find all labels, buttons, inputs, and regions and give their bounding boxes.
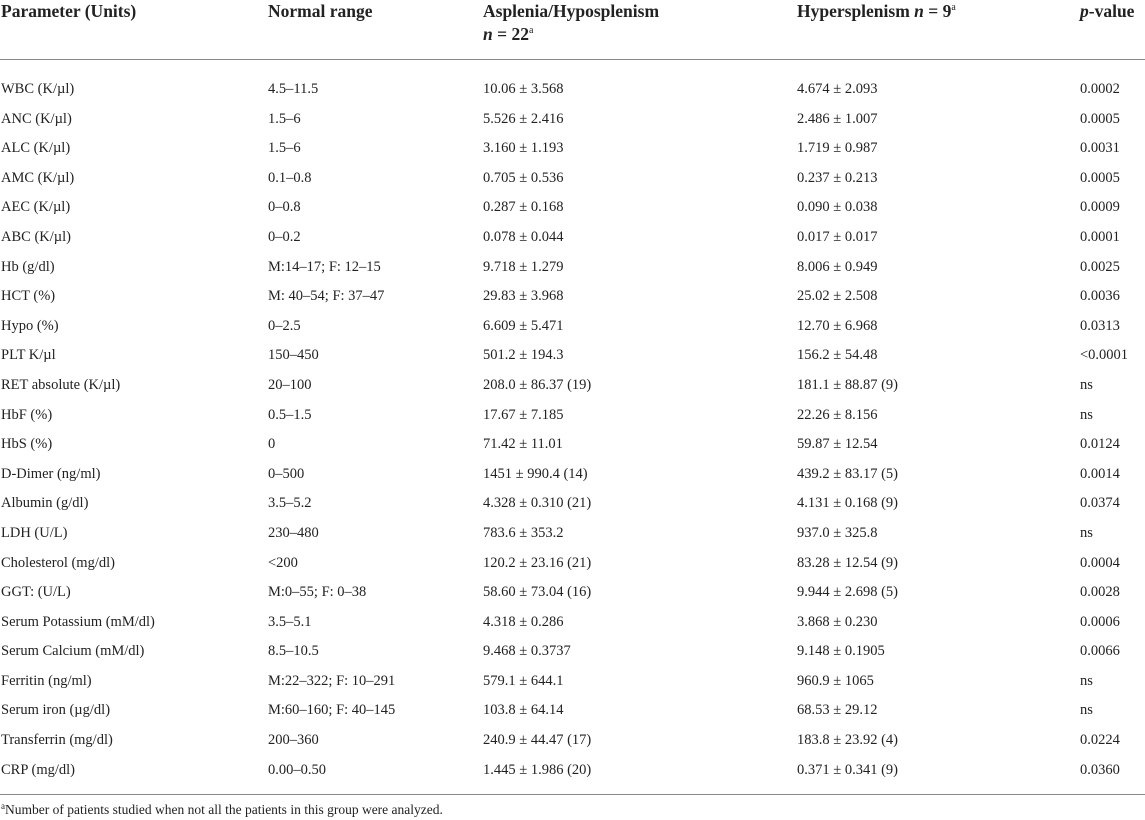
cell-hypersplenism: 439.2 ± 83.17 (5) [797, 465, 898, 482]
table-row [0, 341, 1145, 371]
cell-normal-range: M:22–322; F: 10–291 [268, 672, 396, 689]
cell-parameter: AMC (K/µl) [1, 169, 75, 186]
table-row [0, 253, 1145, 283]
cell-normal-range: 0–0.8 [268, 199, 301, 216]
header-hypersplenism-title: Hypersplenism [797, 1, 915, 21]
cell-p-value: 0.0374 [1080, 495, 1120, 512]
cell-p-value: ns [1080, 376, 1093, 393]
cell-normal-range: 3.5–5.2 [268, 495, 312, 512]
cell-p-value: 0.0025 [1080, 258, 1120, 275]
cell-hypersplenism: 0.371 ± 0.341 (9) [797, 761, 898, 778]
header-asplenia-n-value: = 22 [492, 24, 529, 44]
cell-parameter: Serum iron (µg/dl) [1, 702, 111, 719]
cell-p-value: 0.0005 [1080, 169, 1120, 186]
cell-parameter: Serum Potassium (mM/dl) [1, 613, 155, 630]
cell-p-value: 0.0006 [1080, 613, 1120, 630]
cell-hypersplenism: 25.02 ± 2.508 [797, 288, 878, 305]
cell-asplenia: 0.287 ± 0.168 [483, 199, 564, 216]
cell-asplenia: 10.06 ± 3.568 [483, 81, 564, 97]
cell-parameter: HbS (%) [1, 436, 53, 453]
cell-normal-range: 20–100 [268, 376, 312, 393]
cell-parameter: D-Dimer (ng/ml) [1, 465, 101, 482]
cell-parameter: GGT: (U/L) [1, 584, 71, 601]
cell-normal-range: M:14–17; F: 12–15 [268, 258, 381, 275]
cell-parameter: CRP (mg/dl) [1, 761, 75, 778]
table-row [0, 578, 1145, 608]
cell-hypersplenism: 59.87 ± 12.54 [797, 436, 878, 453]
cell-parameter: PLT K/µl [1, 347, 56, 364]
header-asplenia-footnote-marker: a [528, 25, 534, 36]
cell-asplenia: 4.328 ± 0.310 (21) [483, 495, 592, 512]
cell-hypersplenism: 9.148 ± 0.1905 [797, 643, 885, 660]
header-asplenia-title: Asplenia/Hyposplenism [483, 1, 660, 21]
cell-hypersplenism: 0.090 ± 0.038 [797, 199, 878, 216]
cell-parameter: HCT (%) [1, 288, 56, 305]
cell-p-value: 0.0224 [1080, 732, 1120, 749]
cell-normal-range: 8.5–10.5 [268, 643, 319, 660]
cell-normal-range: 1.5–6 [268, 110, 301, 127]
cell-parameter: LDH (U/L) [1, 524, 68, 541]
cell-hypersplenism: 937.0 ± 325.8 [797, 524, 878, 541]
cell-asplenia: 71.42 ± 11.01 [483, 436, 563, 453]
cell-asplenia: 3.160 ± 1.193 [483, 140, 564, 157]
header-p-label: p [1080, 1, 1089, 21]
cell-asplenia: 9.468 ± 0.3737 [483, 643, 571, 660]
cell-parameter: Albumin (g/dl) [1, 495, 89, 512]
header-asplenia-n-label: n [483, 24, 493, 44]
table-row [0, 223, 1145, 253]
table-row [0, 489, 1145, 519]
footnote-text: Number of patients studied when not all the patients in this group were analyzed. [5, 802, 443, 817]
cell-parameter: Hypo (%) [1, 317, 59, 334]
table-row [0, 401, 1145, 431]
cell-p-value: <0.0001 [1080, 347, 1129, 364]
cell-normal-range: 0–2.5 [268, 317, 301, 334]
cell-parameter: Serum Calcium (mM/dl) [1, 643, 145, 660]
cell-asplenia: 5.526 ± 2.416 [483, 110, 564, 127]
cell-p-value: 0.0031 [1080, 140, 1120, 157]
cell-asplenia: 0.705 ± 0.536 [483, 169, 564, 186]
cell-hypersplenism: 3.868 ± 0.230 [797, 613, 878, 630]
cell-hypersplenism: 156.2 ± 54.48 [797, 347, 878, 364]
cell-hypersplenism: 0.237 ± 0.213 [797, 169, 878, 186]
cell-p-value: 0.0360 [1080, 761, 1120, 778]
cell-hypersplenism: 68.53 ± 29.12 [797, 702, 878, 719]
cell-hypersplenism: 83.28 ± 12.54 (9) [797, 554, 898, 571]
table-row [0, 193, 1145, 223]
cell-p-value: ns [1080, 672, 1093, 689]
cell-asplenia: 4.318 ± 0.286 [483, 613, 564, 630]
cell-normal-range: 150–450 [268, 347, 319, 364]
cell-normal-range: 0.00–0.50 [268, 761, 326, 778]
cell-normal-range: M: 40–54; F: 37–47 [268, 288, 385, 305]
header-parameter: Parameter (Units) [0, 0, 268, 60]
cell-asplenia: 9.718 ± 1.279 [483, 258, 564, 275]
cell-normal-range: 0 [268, 436, 276, 453]
cell-parameter: Transferrin (mg/dl) [1, 732, 113, 749]
header-asplenia [483, 0, 797, 60]
cell-p-value: 0.0005 [1080, 110, 1120, 127]
table-row [0, 637, 1145, 667]
cell-hypersplenism: 183.8 ± 23.92 (4) [797, 732, 898, 749]
cell-p-value: 0.0001 [1080, 228, 1120, 245]
cell-normal-range: 0–0.2 [268, 228, 301, 245]
cell-p-value: 0.0313 [1080, 317, 1120, 334]
table-row [0, 134, 1145, 164]
cell-hypersplenism: 1.719 ± 0.987 [797, 140, 878, 157]
cell-parameter: RET absolute (K/µl) [1, 376, 121, 393]
table-row [0, 460, 1145, 490]
cell-asplenia: 783.6 ± 353.2 [483, 524, 564, 541]
header-hypersplenism-n-label: n [914, 1, 924, 21]
cell-p-value: ns [1080, 406, 1093, 423]
cell-asplenia: 501.2 ± 194.3 [483, 347, 564, 364]
cell-p-value: ns [1080, 702, 1093, 719]
cell-p-value: 0.0009 [1080, 199, 1120, 216]
cell-asplenia: 208.0 ± 86.37 (19) [483, 376, 592, 393]
table-row [0, 549, 1145, 579]
cell-normal-range: 4.5–11.5 [268, 81, 319, 97]
cell-hypersplenism: 22.26 ± 8.156 [797, 406, 878, 423]
cell-hypersplenism: 0.017 ± 0.017 [797, 228, 878, 245]
table-row [0, 312, 1145, 342]
footnote-marker: a [1, 801, 5, 811]
cell-p-value: 0.0002 [1080, 81, 1120, 97]
cell-hypersplenism: 8.006 ± 0.949 [797, 258, 878, 275]
cell-hypersplenism: 960.9 ± 1065 [797, 672, 874, 689]
cell-asplenia: 120.2 ± 23.16 (21) [483, 554, 592, 571]
cell-asplenia: 579.1 ± 644.1 [483, 672, 564, 689]
cell-parameter: Hb (g/dl) [1, 258, 55, 275]
cell-parameter: WBC (K/µl) [1, 81, 75, 97]
cell-normal-range: M:60–160; F: 40–145 [268, 702, 396, 719]
table-header-row [0, 0, 1145, 60]
table-row [0, 756, 1145, 786]
cell-asplenia: 1.445 ± 1.986 (20) [483, 761, 592, 778]
cell-parameter: AEC (K/µl) [1, 199, 71, 216]
table-row [0, 430, 1145, 460]
cell-hypersplenism: 9.944 ± 2.698 (5) [797, 584, 898, 601]
header-hypersplenism-n-value: = 9 [923, 1, 952, 21]
table-row [0, 519, 1145, 549]
header-p-value [1080, 0, 1145, 60]
cell-parameter: Cholesterol (mg/dl) [1, 554, 115, 571]
cell-asplenia: 58.60 ± 73.04 (16) [483, 584, 592, 601]
cell-asplenia: 6.609 ± 5.471 [483, 317, 564, 334]
cell-normal-range: <200 [268, 554, 298, 571]
header-hypersplenism-footnote-marker: a [951, 2, 956, 13]
cell-parameter: Ferritin (ng/ml) [1, 672, 92, 689]
cell-parameter: HbF (%) [1, 406, 53, 423]
table-row [0, 696, 1145, 726]
cell-p-value: 0.0124 [1080, 436, 1120, 453]
cell-asplenia: 240.9 ± 44.47 (17) [483, 732, 592, 749]
table-row [0, 75, 1145, 105]
table-row [0, 371, 1145, 401]
table-row [0, 667, 1145, 697]
cell-normal-range: 1.5–6 [268, 140, 301, 157]
header-hypersplenism [797, 0, 1080, 60]
cell-asplenia: 1451 ± 990.4 (14) [483, 465, 588, 482]
cell-hypersplenism: 181.1 ± 88.87 (9) [797, 376, 898, 393]
cell-p-value: 0.0014 [1080, 465, 1120, 482]
cell-parameter: ANC (K/µl) [1, 110, 72, 127]
cell-normal-range: 3.5–5.1 [268, 613, 312, 630]
cell-normal-range: 200–360 [268, 732, 319, 749]
table-row [0, 164, 1145, 194]
cell-hypersplenism: 2.486 ± 1.007 [797, 110, 878, 127]
cell-p-value: 0.0028 [1080, 584, 1120, 601]
table-row [0, 726, 1145, 756]
cell-p-value: 0.0036 [1080, 288, 1120, 305]
table-body [0, 60, 1145, 795]
table-row [0, 105, 1145, 135]
header-p-suffix: -value [1088, 1, 1135, 21]
cell-parameter: ALC (K/µl) [1, 140, 71, 157]
table-row [0, 282, 1145, 312]
cell-hypersplenism: 12.70 ± 6.968 [797, 317, 878, 334]
header-normal-range: Normal range [268, 0, 483, 60]
cell-p-value: 0.0004 [1080, 554, 1120, 571]
cell-hypersplenism: 4.131 ± 0.168 (9) [797, 495, 898, 512]
cell-asplenia: 17.67 ± 7.185 [483, 406, 564, 423]
table-row [0, 608, 1145, 638]
cell-hypersplenism: 4.674 ± 2.093 [797, 81, 878, 97]
cell-normal-range: 230–480 [268, 524, 319, 541]
cell-parameter: ABC (K/µl) [1, 228, 71, 245]
cell-p-value: 0.0066 [1080, 643, 1120, 660]
cell-p-value: ns [1080, 524, 1093, 541]
cell-normal-range: 0.1–0.8 [268, 169, 312, 186]
cell-asplenia: 0.078 ± 0.044 [483, 228, 564, 245]
cell-asplenia: 103.8 ± 64.14 [483, 702, 564, 719]
cell-normal-range: 0–500 [268, 465, 305, 482]
table-footnote [1, 802, 443, 818]
cell-normal-range: 0.5–1.5 [268, 406, 312, 423]
cell-normal-range: M:0–55; F: 0–38 [268, 584, 367, 601]
cell-asplenia: 29.83 ± 3.968 [483, 288, 564, 305]
